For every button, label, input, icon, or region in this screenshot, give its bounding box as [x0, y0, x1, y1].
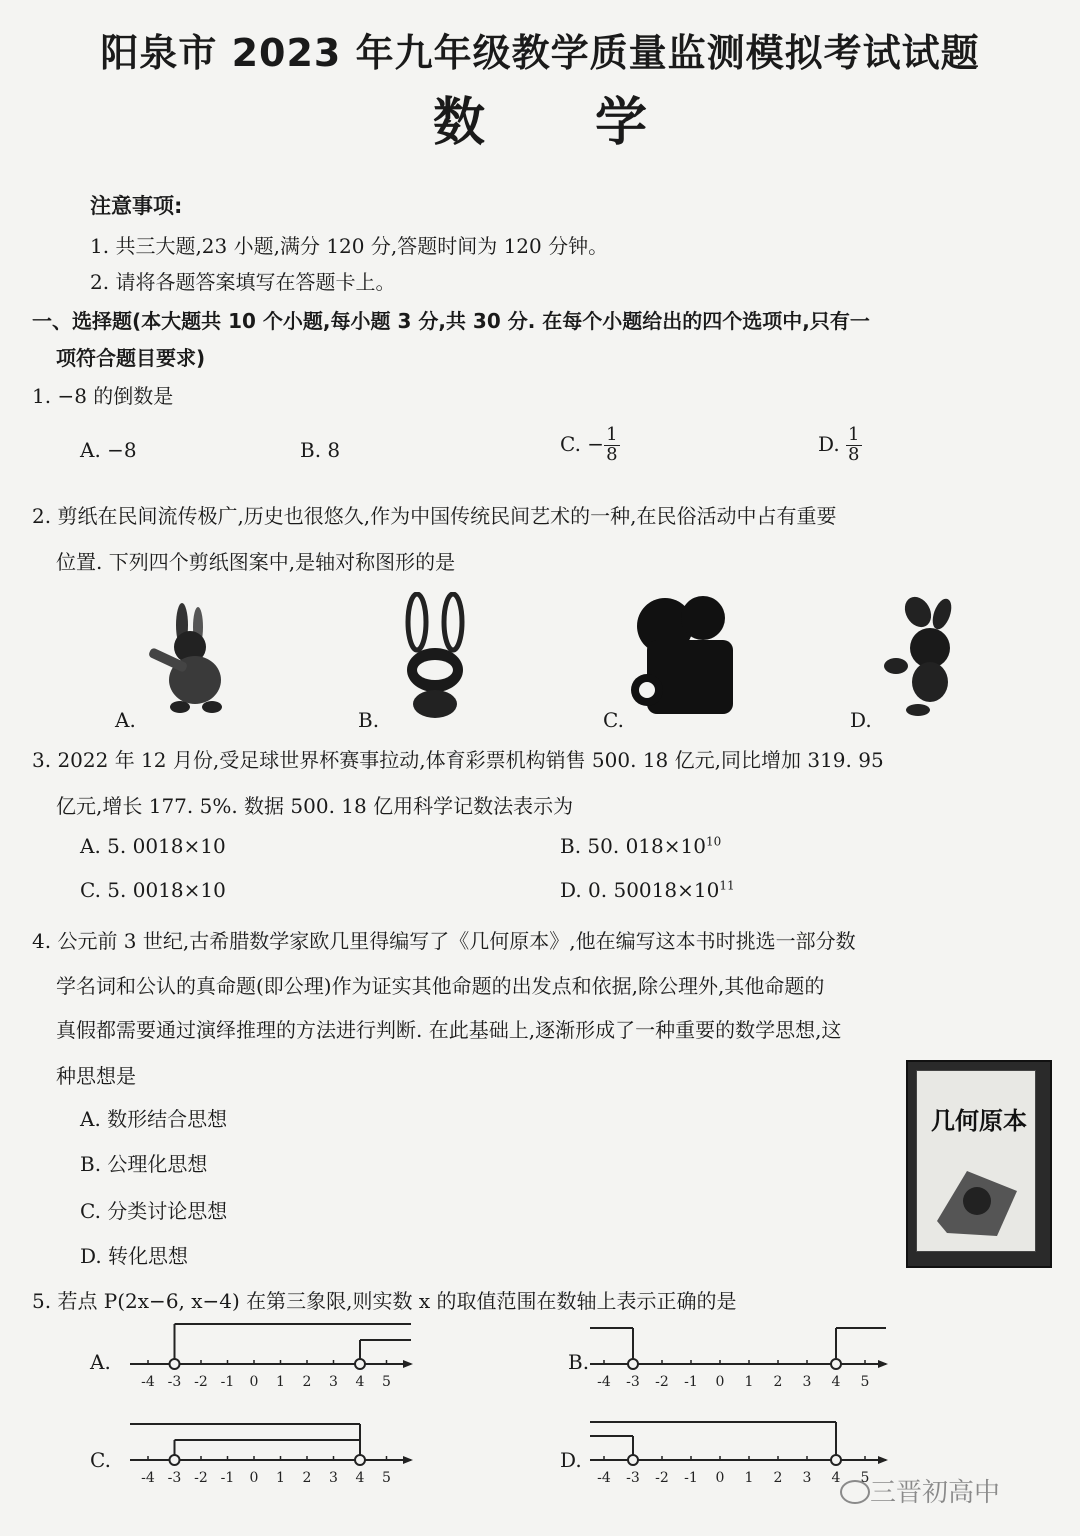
q1-d-numerator: 1: [848, 424, 860, 445]
section-heading-line1: 一、选择题(本大题共 10 个小题,每小题 3 分,共 30 分. 在每个小题给出的四个选项中,只有一: [32, 309, 870, 333]
q3-stem-line2: 亿元,增长 177. 5%. 数据 500. 18 亿用科学记数法表示为: [56, 794, 574, 818]
notice-item-2: 2. 请将各题答案填写在答题卡上。: [90, 270, 396, 294]
tick-label: -4: [597, 1470, 611, 1486]
q2-stem-line2: 位置. 下列四个剪纸图案中,是轴对称图形的是: [56, 550, 456, 574]
tick-label: 5: [860, 1470, 870, 1486]
tick-label: 5: [382, 1374, 391, 1390]
papercut-rabbit-d-image: [880, 592, 980, 722]
tick-label: -4: [597, 1374, 611, 1390]
tick-label: -4: [141, 1374, 155, 1390]
open-point: [355, 1359, 365, 1369]
tick-label: 2: [302, 1374, 312, 1390]
q5-label-a: A.: [90, 1350, 111, 1374]
q4-stem-line1: 4. 公元前 3 世纪,古希腊数学家欧几里得编写了《几何原本》,他在编写这本书时挑选一部分数: [32, 929, 856, 953]
notice-item-1: 1. 共三大题,23 小题,满分 120 分,答题时间为 120 分钟。: [90, 234, 609, 258]
q2-label-b: B.: [358, 708, 380, 732]
tick-label: 0: [249, 1374, 259, 1390]
tick-label: 3: [802, 1374, 812, 1390]
q1-stem: 1. −8 的倒数是: [32, 384, 174, 408]
tick-label: 1: [744, 1470, 754, 1486]
q3-option-d: [560, 878, 735, 902]
number-line-d: [590, 1414, 890, 1492]
open-point: [355, 1455, 365, 1465]
q5-label-c: C.: [90, 1448, 111, 1472]
tick-label: 0: [715, 1374, 725, 1390]
watermark-text: 三晋初高中: [870, 1478, 1001, 1508]
q1-option-a: A. −8: [80, 438, 137, 462]
tick-label: 5: [382, 1470, 391, 1486]
q4-option-b: B. 公理化思想: [80, 1152, 208, 1176]
open-point: [170, 1359, 180, 1369]
q4-option-d: D. 转化思想: [80, 1244, 189, 1268]
q2-label-d: D.: [850, 708, 872, 732]
q1-option-c-prefix: C. −: [560, 431, 605, 456]
q1-option-b: B. 8: [300, 438, 341, 462]
tick-label: 0: [249, 1470, 259, 1486]
papercut-rabbit-c-image: [625, 590, 745, 720]
number-line-a: [130, 1318, 415, 1396]
q1-option-d: [818, 426, 862, 465]
book-illustration: [927, 1161, 1027, 1241]
open-point: [628, 1455, 638, 1465]
axis-arrow: [403, 1360, 413, 1368]
q3-option-b-exponent: 10: [705, 834, 722, 849]
q4-stem-line3: 真假都需要通过演绎推理的方法进行判断. 在此基础上,逐渐形成了一种重要的数学思想,这: [56, 1018, 842, 1042]
number-line-b: [590, 1318, 890, 1396]
q1-c-denominator: 8: [606, 443, 618, 465]
q1-option-c: [560, 426, 620, 465]
tick-label: -2: [655, 1470, 669, 1486]
open-point: [831, 1455, 841, 1465]
tick-label: 1: [744, 1374, 754, 1390]
axis-arrow: [403, 1456, 413, 1464]
q2-label-a: A.: [115, 708, 136, 732]
book-title: 几何原本: [931, 1107, 1027, 1135]
q3-option-c: C. 5. 0018×10: [80, 878, 226, 902]
axis-arrow: [878, 1456, 888, 1464]
q3-option-b: [560, 834, 721, 858]
q2-label-c: C.: [603, 708, 624, 732]
tick-label: -1: [684, 1374, 698, 1390]
tick-label: 3: [802, 1470, 812, 1486]
tick-label: 4: [355, 1470, 365, 1486]
q1-option-d-prefix: D.: [818, 431, 840, 456]
papercut-rabbit-b-image: [395, 592, 475, 724]
tick-label: -1: [220, 1470, 235, 1486]
wechat-icon: [840, 1480, 870, 1504]
geometry-book-image: [906, 1060, 1052, 1268]
q4-stem-line4: 种思想是: [56, 1064, 136, 1088]
tick-label: 4: [355, 1374, 365, 1390]
q1-d-denominator: 8: [848, 443, 860, 465]
tick-label: 0: [715, 1470, 725, 1486]
axis-arrow: [878, 1360, 888, 1368]
tick-label: 2: [773, 1374, 783, 1390]
papercut-rabbit-a-image: [140, 595, 240, 725]
q3-option-d-text: D. 0. 50018×10: [560, 878, 720, 902]
q5-stem: 5. 若点 P(2x−6, x−4) 在第三象限,则实数 x 的取值范围在数轴上表示正确的是: [32, 1289, 737, 1313]
tick-label: -3: [626, 1470, 640, 1486]
tick-label: 5: [860, 1374, 870, 1390]
q3-option-b-text: B. 50. 018×10: [560, 834, 706, 858]
q3-option-d-exponent: 11: [719, 878, 735, 893]
q4-option-c: C. 分类讨论思想: [80, 1199, 228, 1223]
q3-stem-line1: 3. 2022 年 12 月份,受足球世界杯赛事拉动,体育彩票机构销售 500. 18 亿元,同比增加 319. 95: [32, 748, 884, 772]
open-point: [628, 1359, 638, 1369]
tick-label: 1: [276, 1374, 285, 1390]
tick-label: -2: [194, 1470, 208, 1486]
notice-heading: 注意事项:: [90, 194, 183, 218]
tick-label: -1: [220, 1374, 235, 1390]
open-point: [831, 1359, 841, 1369]
tick-label: 2: [773, 1470, 783, 1486]
q5-label-d: D.: [560, 1448, 582, 1472]
tick-label: -2: [655, 1374, 669, 1390]
q1-option-c-fraction: [604, 426, 619, 465]
tick-label: -1: [684, 1470, 698, 1486]
exam-title: 阳泉市 2023 年九年级教学质量监测模拟考试试题: [100, 31, 980, 75]
number-line-c: [130, 1414, 415, 1492]
tick-label: -3: [626, 1374, 640, 1390]
q3-option-a: A. 5. 0018×10: [80, 834, 226, 858]
tick-label: -3: [167, 1470, 182, 1486]
tick-label: 4: [831, 1374, 841, 1390]
tick-label: 2: [302, 1470, 312, 1486]
tick-label: -4: [141, 1470, 155, 1486]
tick-label: 3: [329, 1374, 338, 1390]
book-cover: [916, 1070, 1036, 1252]
open-point: [170, 1455, 180, 1465]
tick-label: 1: [276, 1470, 285, 1486]
subject-title: 数学: [432, 93, 757, 153]
tick-label: -3: [167, 1374, 182, 1390]
section-heading-line2: 项符合题目要求): [56, 346, 206, 370]
q5-label-b: B.: [568, 1350, 590, 1374]
tick-label: 3: [329, 1470, 338, 1486]
q4-option-a: A. 数形结合思想: [80, 1107, 228, 1131]
q4-stem-line2: 学名词和公认的真命题(即公理)作为证实其他命题的出发点和依据,除公理外,其他命题的: [56, 974, 825, 998]
tick-label: 4: [831, 1470, 841, 1486]
q1-option-d-fraction: [846, 426, 861, 465]
q1-c-numerator: 1: [606, 424, 618, 445]
tick-label: -2: [194, 1374, 208, 1390]
q2-stem-line1: 2. 剪纸在民间流传极广,历史也很悠久,作为中国传统民间艺术的一种,在民俗活动中占有重要: [32, 504, 837, 528]
